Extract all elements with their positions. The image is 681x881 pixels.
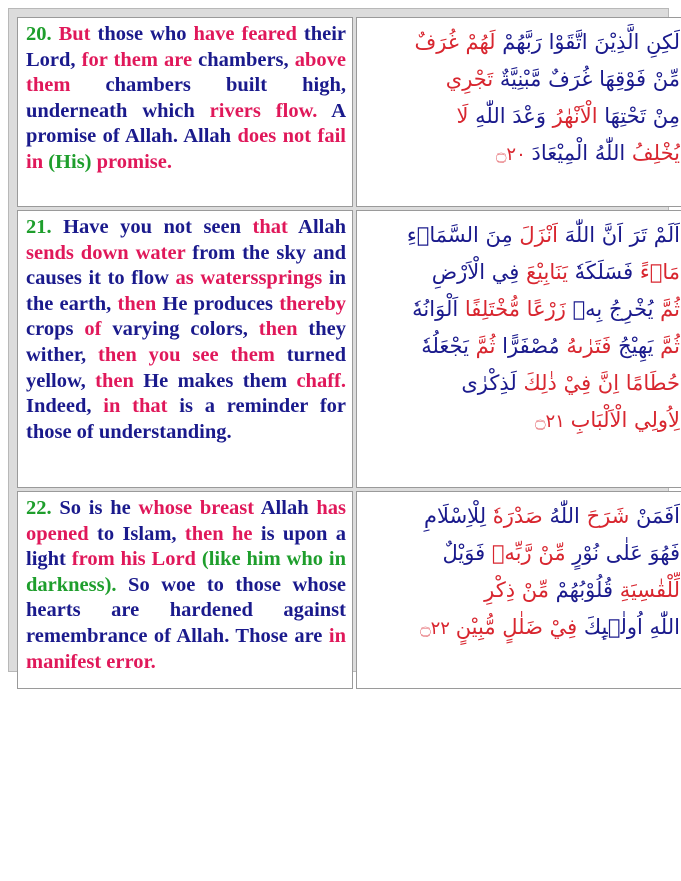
translation-segment: A promise of Allah. Allah xyxy=(26,99,346,148)
arabic-segment: الْاَنْهٰرُ xyxy=(545,104,598,128)
translation-segment: that xyxy=(252,216,288,238)
translation-segment: turned yellow, xyxy=(26,343,346,392)
arabic-segment: ثُمَّ xyxy=(653,297,680,321)
arabic-segment: فِي الْاَرْضِ xyxy=(431,260,526,284)
translation-segment: Indeed, xyxy=(26,395,104,418)
arabic-segment: لَكِنِ الَّذِيْنَ اتَّقَوْا رَبَّهُمْ xyxy=(495,30,680,54)
arabic-segment: اِنَّ فِيْ ذٰلِكَ xyxy=(523,371,620,395)
arabic-segment: اَنْزَلَ xyxy=(519,223,558,247)
english-cell xyxy=(17,210,353,488)
translation-segment: chambers built high, underneath which xyxy=(26,74,346,122)
translation-segment: then you see them xyxy=(98,343,275,366)
translation-segment: they wither, xyxy=(26,318,346,366)
arabic-segment: فَتَرٰىهُ xyxy=(559,334,612,358)
arabic-segment: يُخْلِفُ xyxy=(625,141,680,165)
arabic-line xyxy=(365,254,680,291)
arabic-line xyxy=(365,291,680,328)
arabic-line xyxy=(365,535,680,572)
translation-segment: sends down water xyxy=(26,241,186,264)
arabic-line xyxy=(365,328,680,365)
verses-panel xyxy=(8,8,680,673)
arabic-segment: يَهِيْجُ xyxy=(611,334,654,358)
ayah-number-marker: ۝٢٢ xyxy=(420,618,456,639)
translation-segment: Allah xyxy=(287,216,347,238)
translation-segment: (like him who in darkness). xyxy=(26,548,347,596)
translation-segment: is a reminder for those of understanding. xyxy=(26,395,346,443)
translation-segment: varying colors, xyxy=(101,318,259,341)
translation-segment: those who xyxy=(97,23,194,45)
translation-segment: as waterssprings xyxy=(175,267,323,290)
arabic-segment: مُصْفَرًّا xyxy=(495,334,560,358)
translation-segment: He produces xyxy=(156,292,280,315)
arabic-line xyxy=(365,61,680,98)
translation-segment: has opened xyxy=(26,497,346,545)
arabic-verse xyxy=(365,498,680,647)
translation-segment: then he xyxy=(184,522,253,545)
translation-segment: So is he xyxy=(51,497,139,519)
arabic-segment: لِّلْقٰسِيَةِ xyxy=(613,578,680,602)
arabic-segment: اَلَمْ تَرَ اَنَّ اللّٰهَ xyxy=(557,223,680,247)
translation-segment: their Lord, xyxy=(26,23,347,71)
translation-segment: in manifest error. xyxy=(26,624,346,673)
arabic-segment: اَفَمَنْ xyxy=(629,504,680,528)
arabic-segment: ثُمَّ xyxy=(468,334,496,358)
english-cell xyxy=(17,17,353,207)
arabic-cell xyxy=(356,491,681,689)
verse-row-22 xyxy=(17,491,681,689)
arabic-segment: لَا xyxy=(456,104,469,128)
arabic-segment: تَجْرِي xyxy=(445,67,494,91)
translation-segment: then xyxy=(95,369,134,392)
arabic-line xyxy=(365,217,680,254)
arabic-line xyxy=(365,572,680,609)
arabic-segment: اللّٰهُ الْمِيْعَادَ xyxy=(531,141,626,165)
arabic-segment: مِنْ تَحْتِهَا xyxy=(597,104,680,128)
translation-segment: But xyxy=(51,23,98,45)
translation-segment: whose breast xyxy=(138,497,255,519)
translation-segment: in that xyxy=(103,395,168,418)
arabic-verse xyxy=(365,217,680,440)
translation-segment: 21. xyxy=(26,216,52,238)
translation-segment: rivers flow. xyxy=(209,99,318,122)
arabic-line xyxy=(365,98,680,135)
verses-table xyxy=(14,14,681,692)
translation-segment: chambers, xyxy=(192,48,295,71)
arabic-segment: مِّنْ ذِكْرِ xyxy=(484,578,549,602)
arabic-line xyxy=(365,609,680,647)
translation-segment: chaff. xyxy=(296,369,346,392)
arabic-segment: فَهُوَ عَلٰى نُوْرٍ xyxy=(565,541,680,565)
translation-segment: (His) xyxy=(43,150,92,173)
arabic-segment: فَسَلَكَهٗ xyxy=(567,260,634,284)
translation-segment: in the earth, xyxy=(26,267,346,315)
english-translation xyxy=(26,215,346,445)
arabic-segment: فَوَيْلٌ xyxy=(442,541,492,565)
translation-segment: from his Lord xyxy=(71,548,196,571)
arabic-segment: ثُمَّ xyxy=(653,334,680,358)
translation-segment: for them are xyxy=(81,48,193,71)
arabic-segment: لَذِكْرٰى xyxy=(461,371,524,395)
arabic-cell xyxy=(356,210,681,488)
translation-segment: then xyxy=(117,292,157,315)
translation-segment: Have you not seen xyxy=(51,216,253,238)
arabic-segment: فِيْ ضَلٰلٍ مُّبِيْنٍ xyxy=(455,615,578,639)
arabic-segment: لِلْاِسْلَامِ xyxy=(424,504,493,528)
ayah-number-marker: ۝٢٠ xyxy=(495,144,532,165)
english-cell xyxy=(17,491,353,689)
arabic-segment: حُطَامًا xyxy=(619,371,680,395)
translation-segment: promise. xyxy=(91,150,172,173)
arabic-segment: شَرَحَ xyxy=(586,504,630,528)
arabic-segment: لِاُولِي الْاَلْبَابِ xyxy=(570,408,680,432)
arabic-line xyxy=(365,498,680,535)
arabic-segment: قُلُوْبُهُمْ xyxy=(549,578,614,602)
arabic-segment: يَجْعَلُهٗ xyxy=(421,334,469,358)
arabic-segment: وَعْدَ اللّٰهِ xyxy=(468,104,546,128)
english-translation xyxy=(26,496,346,675)
ayah-number-marker: ۝٢١ xyxy=(534,411,571,432)
arabic-cell xyxy=(356,17,681,207)
translation-segment: He makes them xyxy=(133,369,297,392)
arabic-segment: لَهُمْ غُرَفٌ xyxy=(414,30,496,54)
arabic-line xyxy=(365,24,680,61)
arabic-segment: يُخْرِجُ بِهٖ xyxy=(565,297,654,321)
arabic-segment: مَاۗءً xyxy=(633,260,680,284)
translation-segment: 20. xyxy=(26,23,52,45)
translation-segment: above them xyxy=(26,48,346,97)
translation-segment: 22. xyxy=(26,497,52,519)
arabic-segment: يَنَابِيْعَ xyxy=(525,260,568,284)
translation-segment: crops xyxy=(26,318,85,341)
arabic-segment: مِّنْ رَّبِّهٖ xyxy=(491,541,566,565)
translation-segment: So woe to those whose hearts are hardened against remembrance of Allah. Those are xyxy=(26,573,346,647)
translation-segment: of xyxy=(84,318,102,341)
arabic-segment: صَدْرَهٗ xyxy=(492,504,543,528)
english-translation xyxy=(26,22,346,176)
verse-row-21 xyxy=(17,210,681,488)
translation-segment: have feared xyxy=(193,23,297,45)
translation-segment: Allah xyxy=(254,497,317,519)
arabic-segment: مِّنْ فَوْقِهَا غُرَفٌ مَّبْنِيَّةٌ xyxy=(493,67,680,91)
translation-segment: then xyxy=(258,318,298,341)
arabic-segment: مِنَ السَّمَاۗءِ xyxy=(406,223,520,247)
arabic-segment: اَلْوَانُهٗ xyxy=(412,297,465,321)
arabic-segment: اللّٰهُ xyxy=(542,504,587,528)
translation-segment: to Islam, xyxy=(88,522,185,545)
arabic-segment: زَرْعًا مُّخْتَلِفًا xyxy=(464,297,566,321)
verse-row-20 xyxy=(17,17,681,207)
translation-segment: does not fail in xyxy=(26,125,346,173)
arabic-line xyxy=(365,365,680,402)
arabic-segment: اُولٰۗىِٕكَ xyxy=(577,615,643,639)
arabic-line xyxy=(365,135,680,173)
translation-segment: thereby xyxy=(279,292,346,315)
translation-segment: is upon a light xyxy=(26,522,346,571)
translation-segment: from the sky and causes it to flow xyxy=(26,241,347,290)
arabic-verse xyxy=(365,24,680,173)
arabic-segment: اللّٰهِ xyxy=(642,615,680,639)
arabic-line xyxy=(365,402,680,440)
